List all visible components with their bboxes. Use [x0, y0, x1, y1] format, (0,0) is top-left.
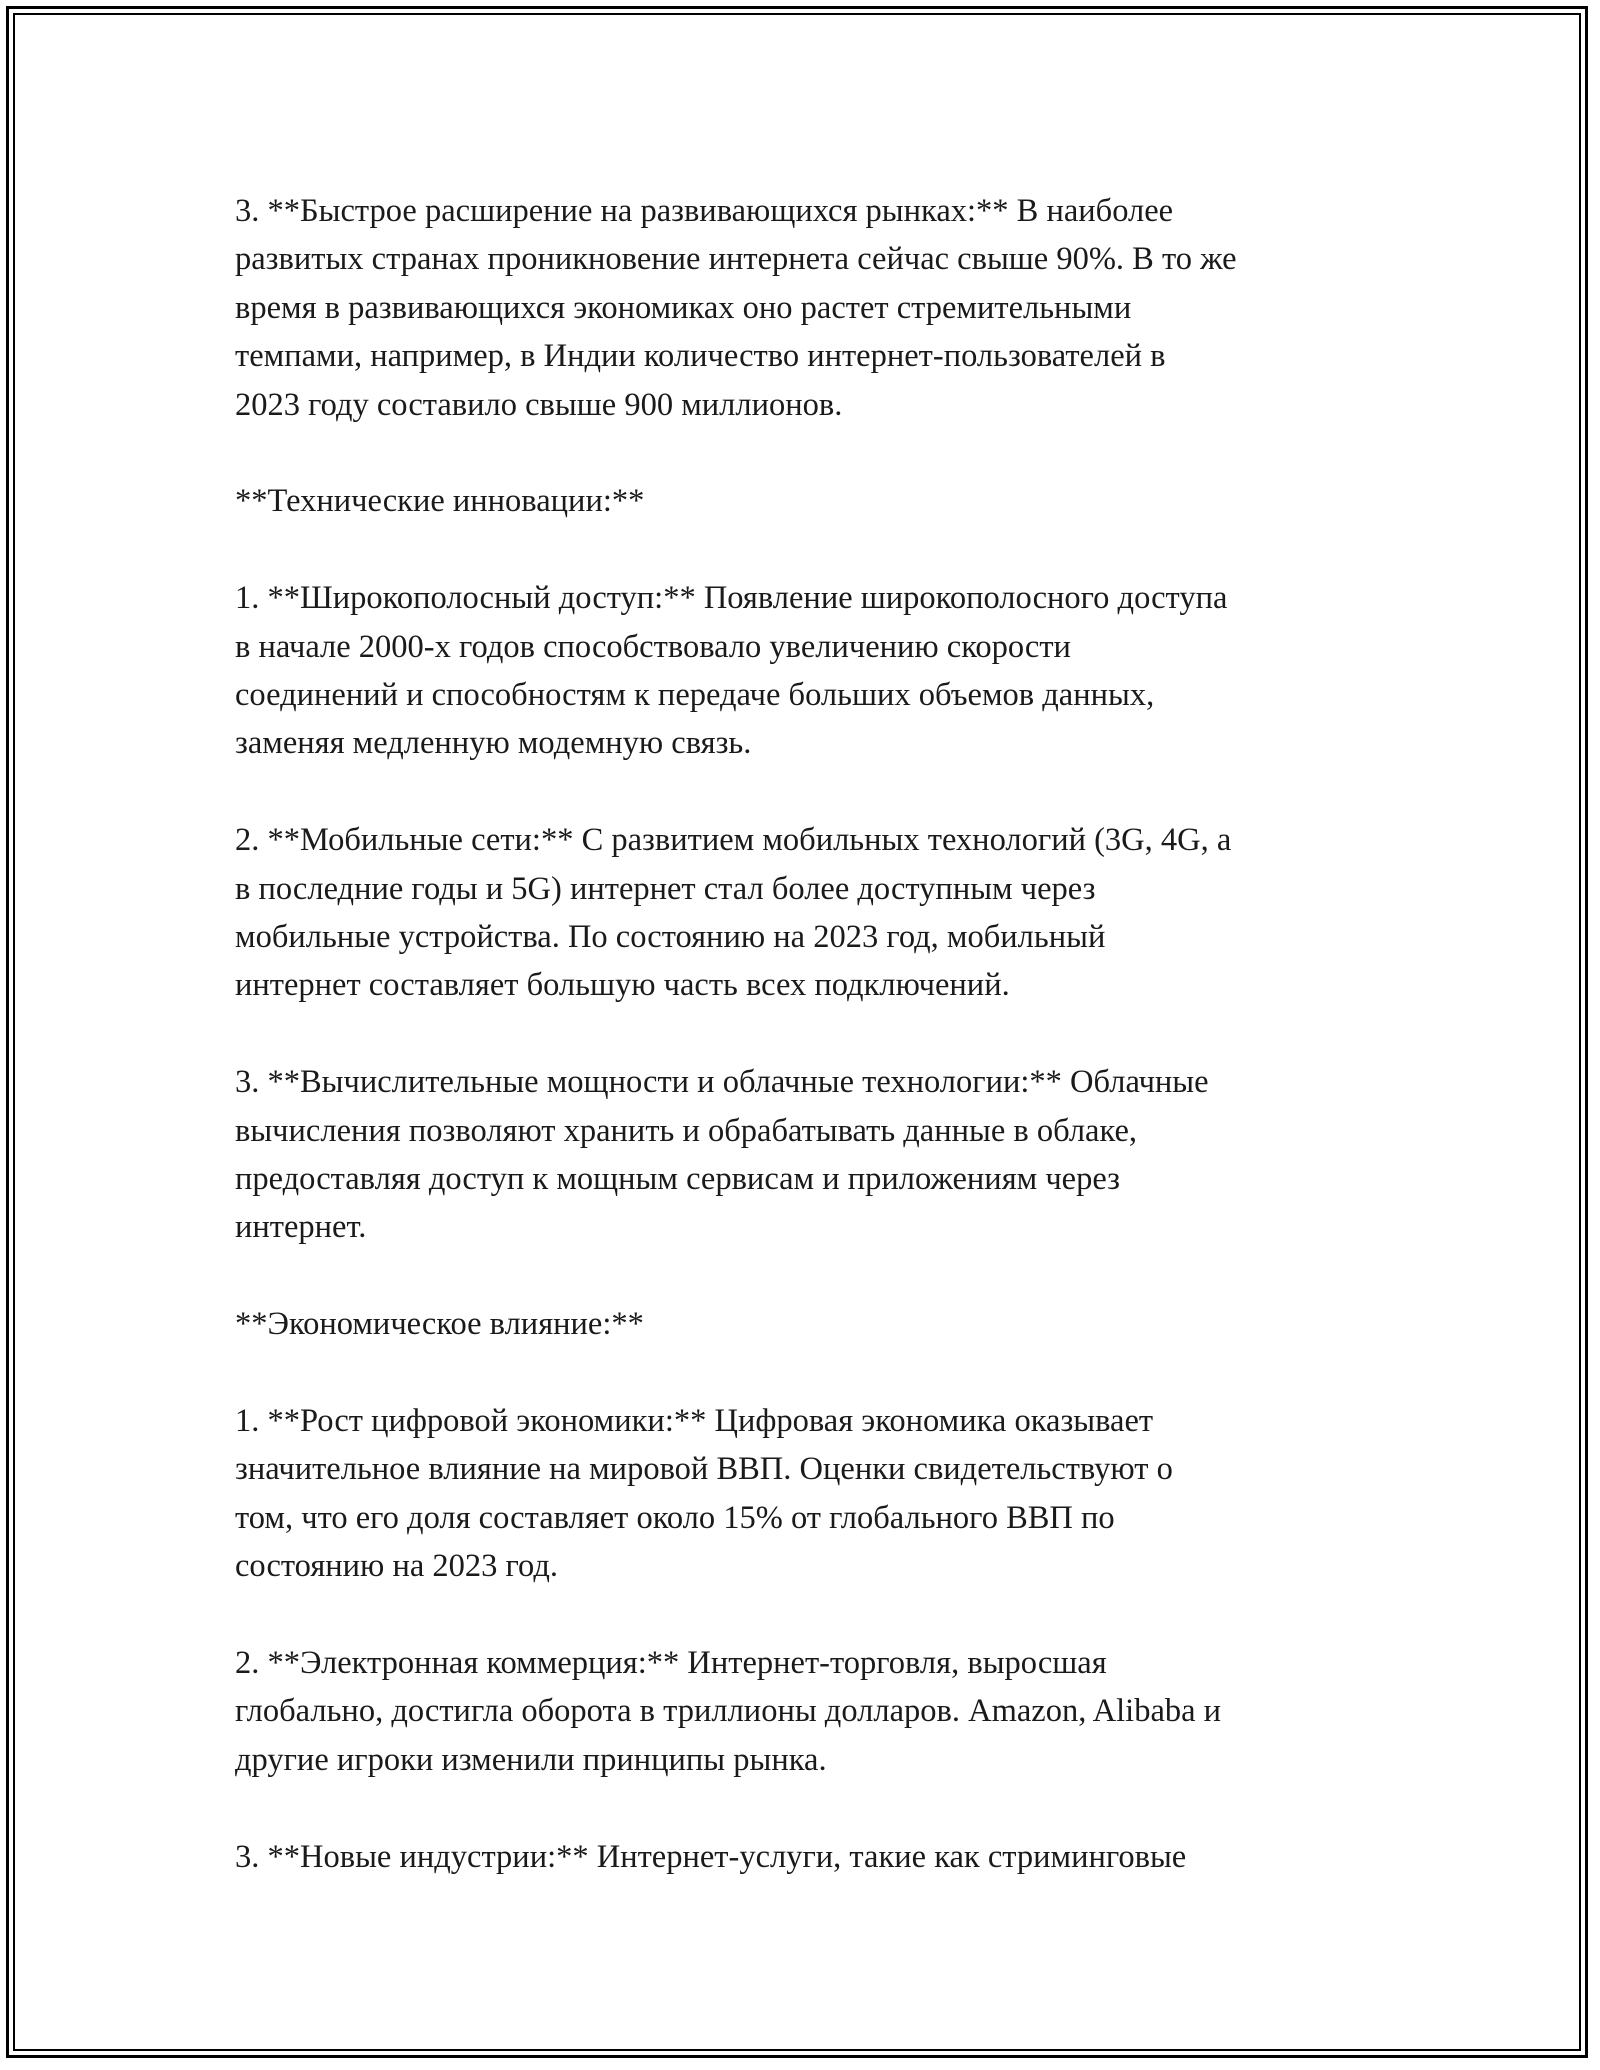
list-item-digital-economy: 1. **Рост цифровой экономики:** Цифровая экономика оказывает значительное влияние на мировой ВВП. Оценки свидетельствуют о том, что его доля составляет около 15% от глобального ВВП по состоянию на 2023 год. [235, 1403, 1173, 1585]
document-body [235, 187, 1375, 1881]
section-heading-economic-impact: **Экономическое влияние:** [235, 1306, 644, 1343]
list-item-ecommerce: 2. **Электронная коммерция:** Интернет-торговля, выросшая глобально, достигла оборота в триллионы долларов. Amazon, Alibaba и другие игроки изменили принципы рынка. [235, 1645, 1222, 1778]
list-item-broadband: 1. **Широкополосный доступ:** Появление широкополосного доступа в начале 2000-х годов способствовало увеличению скорости соединений и способностям к передаче больших объемов данных, заменяя медленную модемную связь. [235, 580, 1228, 762]
list-item-mobile-networks: 2. **Мобильные сети:** С развитием мобильных технологий (3G, 4G, а в последние годы и 5G) интернет стал более доступным через мобильные устройства. По состоянию на 2023 год, мобильный интернет составляет большую часть всех подключений. [235, 822, 1232, 1004]
list-item-rapid-expansion: 3. **Быстрое расширение на развивающихся рынках:** В наиболее развитых странах проникновение интернета сейчас свыше 90%. В то же время в развивающихся экономиках оно растет стремительными темпами, например, в Индии количество интернет-пользователей в 2023 году составило свыше 900 миллионов. [235, 193, 1237, 423]
list-item-new-industries: 3. **Новые индустрии:** Интернет-услуги, такие как стриминговые [235, 1838, 1187, 1875]
section-heading-tech-innovations: **Технические инновации:** [235, 483, 645, 520]
list-item-cloud-computing: 3. **Вычислительные мощности и облачные технологии:** Облачные вычисления позволяют хранить и обрабатывать данные в облаке, предоставляя доступ к мощным сервисам и приложениям через интернет. [235, 1064, 1209, 1246]
